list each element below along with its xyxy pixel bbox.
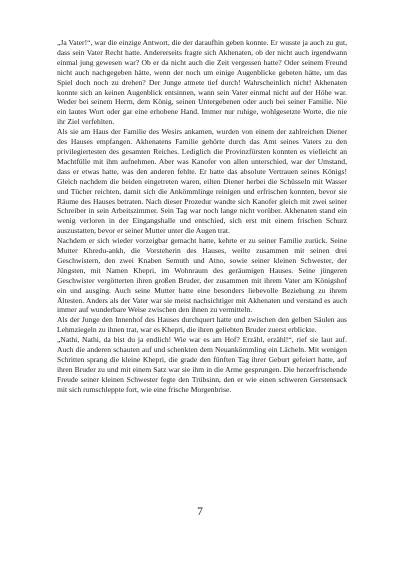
paragraph-1: „Ja Vater!“, war die einzige Antwort, die der daraufhin geben konnte. Er wusste ja auch zu gut, dass sein Vater Recht hatte. Andererseits fragte sich Akhenaten, ob der nicht auch irgendwann einmal jung gewesen war? Ob er da nicht auch die Zeit vergessen hatte? Oder seinem Freund nicht auch nachgegeben hätte, wenn der noch um einige Augenblicke gebeten hätte, um das Spiel doch noch zu drehen? Der Junge atmete tief durch! Wahrscheinlich nicht! Akhenaten konnte sich an keinen Augenblick entsinnen, wann sein Vater einmal nicht auf der Höhe war. Weder bei seinem Herrn, dem König, seinen Untergebenen oder auch bei seiner Familie. Nie ein lautes Wort oder gar eine erhobene Hand. Immer nur ruhige, wohlgesetzte Worte, die nie ihr Ziel verfehlten. <box>57 38 347 127</box>
paragraph-3: Nachdem er sich wieder vorzeigbar gemacht hatte, kehrte er zu seiner Familie zurück. Seine Mutter Khredu-ankh, die Vorsteherin des Hauses, weilte zusammen mit seinen drei Geschwistern, den zwei Knaben Semuth und Atno, sowie seiner kleinen Schwester, der Jüngsten, mit Namen Khepri, im Wohnraum des geräumigen Hauses. Seine jüngeren Geschwister vergötterten ihren großen Bruder, der zusammen mit ihrem Vater am Königshof ein und ausging. Auch seine Mutter hatte eine besonders liebevolle Beziehung zu ihrem Ältesten. Anders als der Vater war sie meist nachsichtiger mit Akhenaten und verstand es auch immer auf wunderbare Weise zwischen den ihnen zu vermitteln. <box>57 236 347 315</box>
paragraph-5: „Nathi, Nathi, da bist du ja endlich! Wie war es am Hof? Erzähl, erzähl!“, rief sie laut auf. Auch die anderen schauten auf und schenkten dem Neuankömmling ein Lächeln. Mit wenigen Schritten sprang die kleine Khepri, die grade den fünften Tag ihrer Geburt gefeiert hatte, auf ihren Bruder zu und mit einem Satz war sie ihm in die Arme gesprungen. Die herzerfrischende Freude seiner kleinen Schwester fegte den Trübsinn, den er wie einen schweren Gerstensack mit sich rumschleppte fort, wie eine frische Morgenbrise. <box>57 335 347 394</box>
paragraph-2: Als sie am Haus der Familie des Wesirs ankamen, wurden von einem der zahlreichen Diener des Hauses empfangen. Akhenatens Familie gehörte durch das Amt seines Vaters zu den privilegiertesten des gesamten Reiches. Lediglich die Provinzfürsten konnten es vielleicht an Machtfülle mit ihm aufnehmen. Aber was Kanofer von allen unterschied, war der Umstand, dass er etwas hatte, was den anderen fehlte. Er hatte das absolute Vertrauen seines Königs! Gleich nachdem die beiden eingetreten waren, eilten Diener herbei die Schüsseln mit Wasser und Tücher reichten, damit sich die Ankömmlinge reinigen und erfrischen konnten, bevor sie Räume des Hauses betraten. Nach dieser Prozedur wandte sich Kanofer gleich mit zwei seiner Schreiber in sein Arbeitszimmer. Sein Tag war noch lange nicht vorüber. Akhenaten stand ein wenig verloren in der Eingangshalle und entschied, sich erst mit einem frischen Schurz auszustatten, bevor er seiner Mutter unter die Augen trat. <box>57 127 347 236</box>
paragraph-4: Als der Junge den Innenhof des Hauses durchquert hatte und zwischen den gelben Säulen aus Lehmziegeln zu ihnen trat, war es Khepri, die ihren geliebten Bruder zuerst erblickte. <box>57 315 347 335</box>
body-text <box>57 38 347 395</box>
page-number: 7 <box>197 506 203 518</box>
